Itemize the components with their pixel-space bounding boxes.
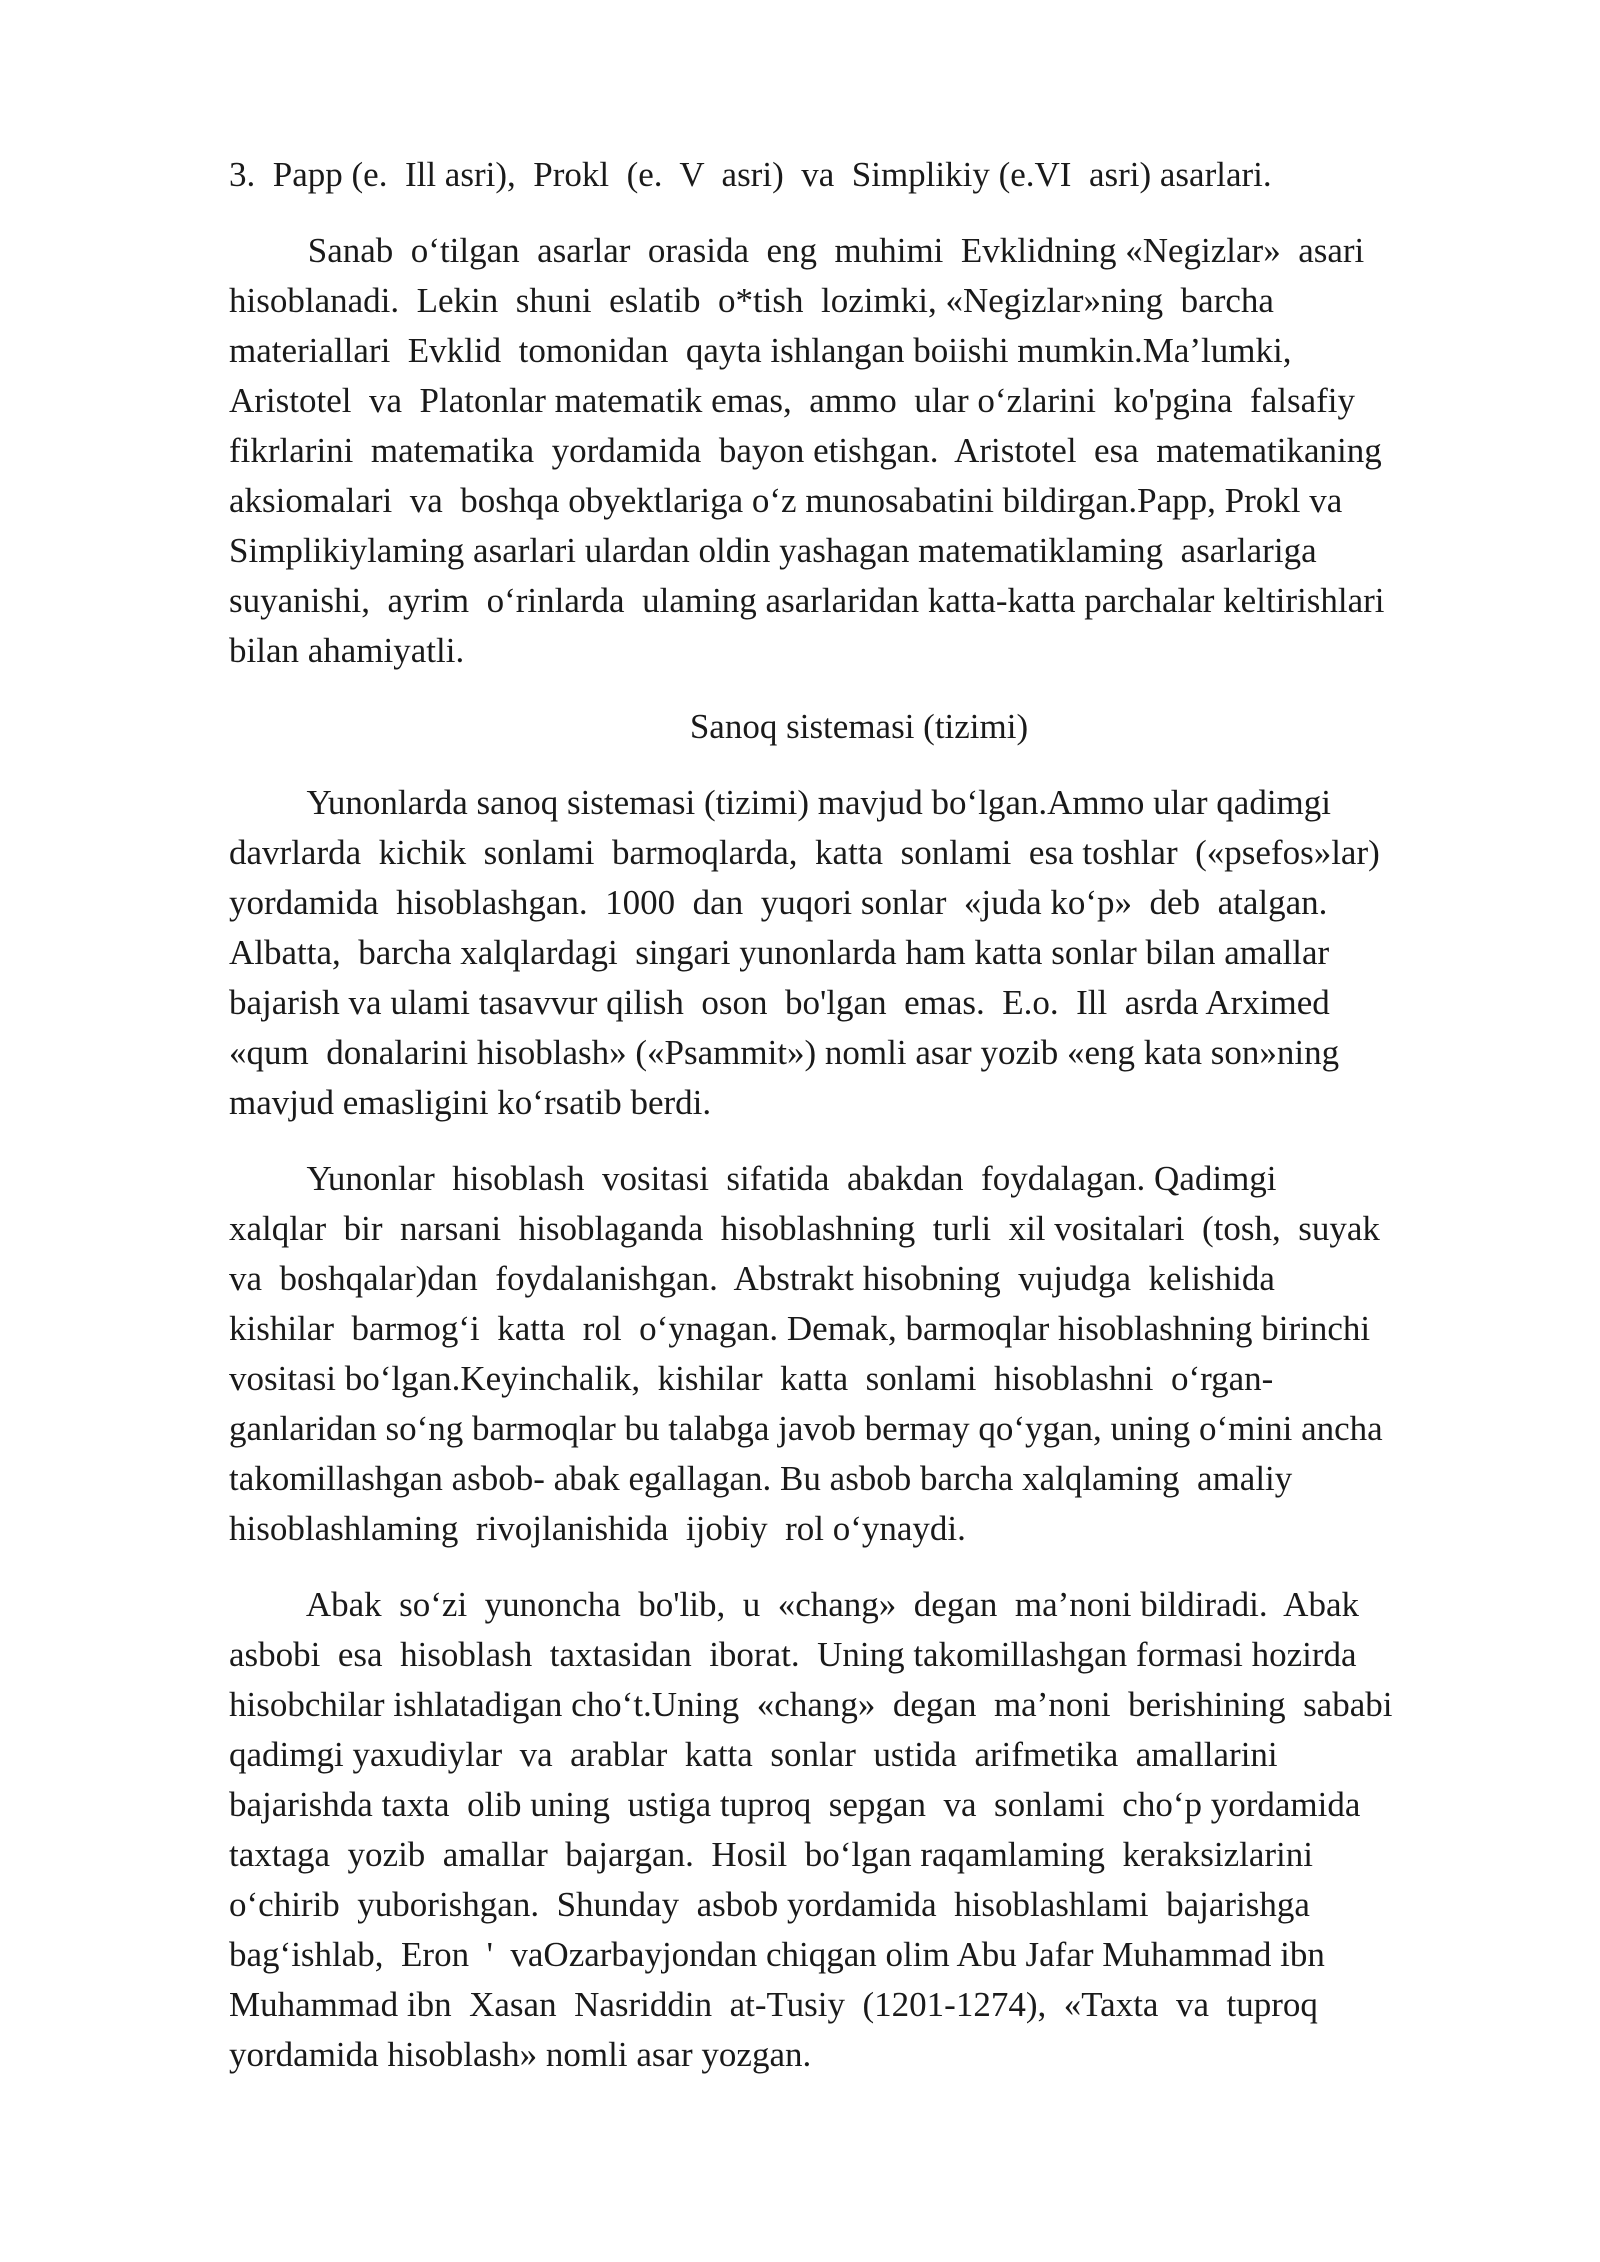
text-line: Simplikiylaming asarlari ulardan oldin yashagan matematiklaming asarlariga [229, 531, 1317, 570]
text-line: yordamida hisoblashgan. 1000 dan yuqori sonlar «juda ko‘p» deb atalgan. [229, 883, 1328, 922]
paragraph-abak-usage [229, 1154, 1489, 1554]
text-line: suyanishi, ayrim o‘rinlarda ulaming asarlaridan katta-katta parchalar keltirishlari [229, 581, 1385, 620]
text-line: yordamida hisoblash» nomli asar yozgan. [229, 2035, 812, 2074]
text-line: asbobi esa hisoblash taxtasidan iborat. Uning takomillashgan formasi hozirda [229, 1635, 1357, 1674]
text-line: vositasi bo‘lgan.Keyinchalik, kishilar katta sonlami hisoblashni o‘rgan- [229, 1359, 1274, 1398]
list-item-3 [229, 150, 1489, 200]
text-line: Sanab o‘tilgan asarlar orasida eng muhimi Evklidning «Negizlar» asari [229, 231, 1365, 270]
text-line: takomillashgan asbob- abak egallagan. Bu asbob barcha xalqlaming amaliy [229, 1459, 1293, 1498]
text-line: bajarish va ulami tasavvur qilish oson bo'lgan emas. E.o. Ill asrda Arximed [229, 983, 1330, 1022]
text-line: materiallari Evklid tomonidan qayta ishlangan boiishi mumkin.Ma’lumki, [229, 331, 1292, 370]
text-line: bilan ahamiyatli. [229, 631, 465, 670]
section-heading [229, 702, 1489, 752]
text-line: bajarishda taxta olib uning ustiga tuproq sepgan va sonlami cho‘p yordamida [229, 1785, 1361, 1824]
text-line: ganlaridan so‘ng barmoqlar bu talabga javob bermay qo‘ygan, uning o‘mini ancha [229, 1409, 1383, 1448]
text-line: qadimgi yaxudiylar va arablar katta sonlar ustida arifmetika amallarini [229, 1735, 1278, 1774]
text-line: davrlarda kichik sonlami barmoqlarda, katta sonlami esa toshlar («psefos»lar) [229, 833, 1380, 872]
text-line: aksiomalari va boshqa obyektlariga o‘z munosabatini bildirgan.Papp, Prokl va [229, 481, 1343, 520]
text-line: bag‘ishlab, Eron ' vaOzarbayjondan chiqgan olim Abu Jafar Muhammad ibn [229, 1935, 1325, 1974]
text-line: hisoblashlaming rivojlanishida ijobiy rol o‘ynaydi. [229, 1509, 966, 1548]
text-line: Aristotel va Platonlar matematik emas, ammo ular o‘zlarini ko'pgina falsafiy [229, 381, 1355, 420]
text-line: mavjud emasligini ko‘rsatib berdi. [229, 1083, 712, 1122]
text-line: Muhammad ibn Xasan Nasriddin at-Tusiy (1201-1274), «Taxta va tuproq [229, 1985, 1318, 2024]
text-line: Abak so‘zi yunoncha bo'lib, u «chang» degan ma’noni bildiradi. Abak [229, 1585, 1359, 1624]
paragraph-sanoq [229, 778, 1489, 1128]
text-line: kishilar barmog‘i katta rol o‘ynagan. Demak, barmoqlar hisoblashning birinchi [229, 1309, 1371, 1348]
text-line: fikrlarini matematika yordamida bayon etishgan. Aristotel esa matematikaning [229, 431, 1382, 470]
text-line: «qum donalarini hisoblash» («Psammit») nomli asar yozib «eng kata son»ning [229, 1033, 1340, 1072]
text-line: hisoblanadi. Lekin shuni eslatib o*tish lozimki, «Negizlar»ning barcha [229, 281, 1274, 320]
section-heading-text: Sanoq sistemasi (tizimi) [689, 707, 1029, 746]
text-line: Yunonlarda sanoq sistemasi (tizimi) mavjud bo‘lgan.Ammo ular qadimgi [229, 783, 1331, 822]
paragraph-abak-word [229, 1580, 1489, 2080]
text-line: va boshqalar)dan foydalanishgan. Abstrakt hisobning vujudga kelishida [229, 1259, 1275, 1298]
text-line: hisobchilar ishlatadigan cho‘t.Uning «chang» degan ma’noni berishining sababi [229, 1685, 1393, 1724]
document-body [229, 150, 1489, 2080]
text-line: Yunonlar hisoblash vositasi sifatida abakdan foydalagan. Qadimgi [229, 1159, 1277, 1198]
text-line: Albatta, barcha xalqlardagi singari yunonlarda ham katta sonlar bilan amallar [229, 933, 1330, 972]
text-line: taxtaga yozib amallar bajargan. Hosil bo‘lgan raqamlaming keraksizlarini [229, 1835, 1313, 1874]
text-line: xalqlar bir narsani hisoblaganda hisoblashning turli xil vositalari (tosh, suyak [229, 1209, 1380, 1248]
paragraph-negizlar [229, 226, 1489, 676]
text-line: 3. Papp (e. Ill asri), Prokl (e. V asri) va Simplikiy (e.VI asri) asarlari. [229, 155, 1272, 194]
text-line: o‘chirib yuborishgan. Shunday asbob yordamida hisoblashlami bajarishga [229, 1885, 1310, 1924]
